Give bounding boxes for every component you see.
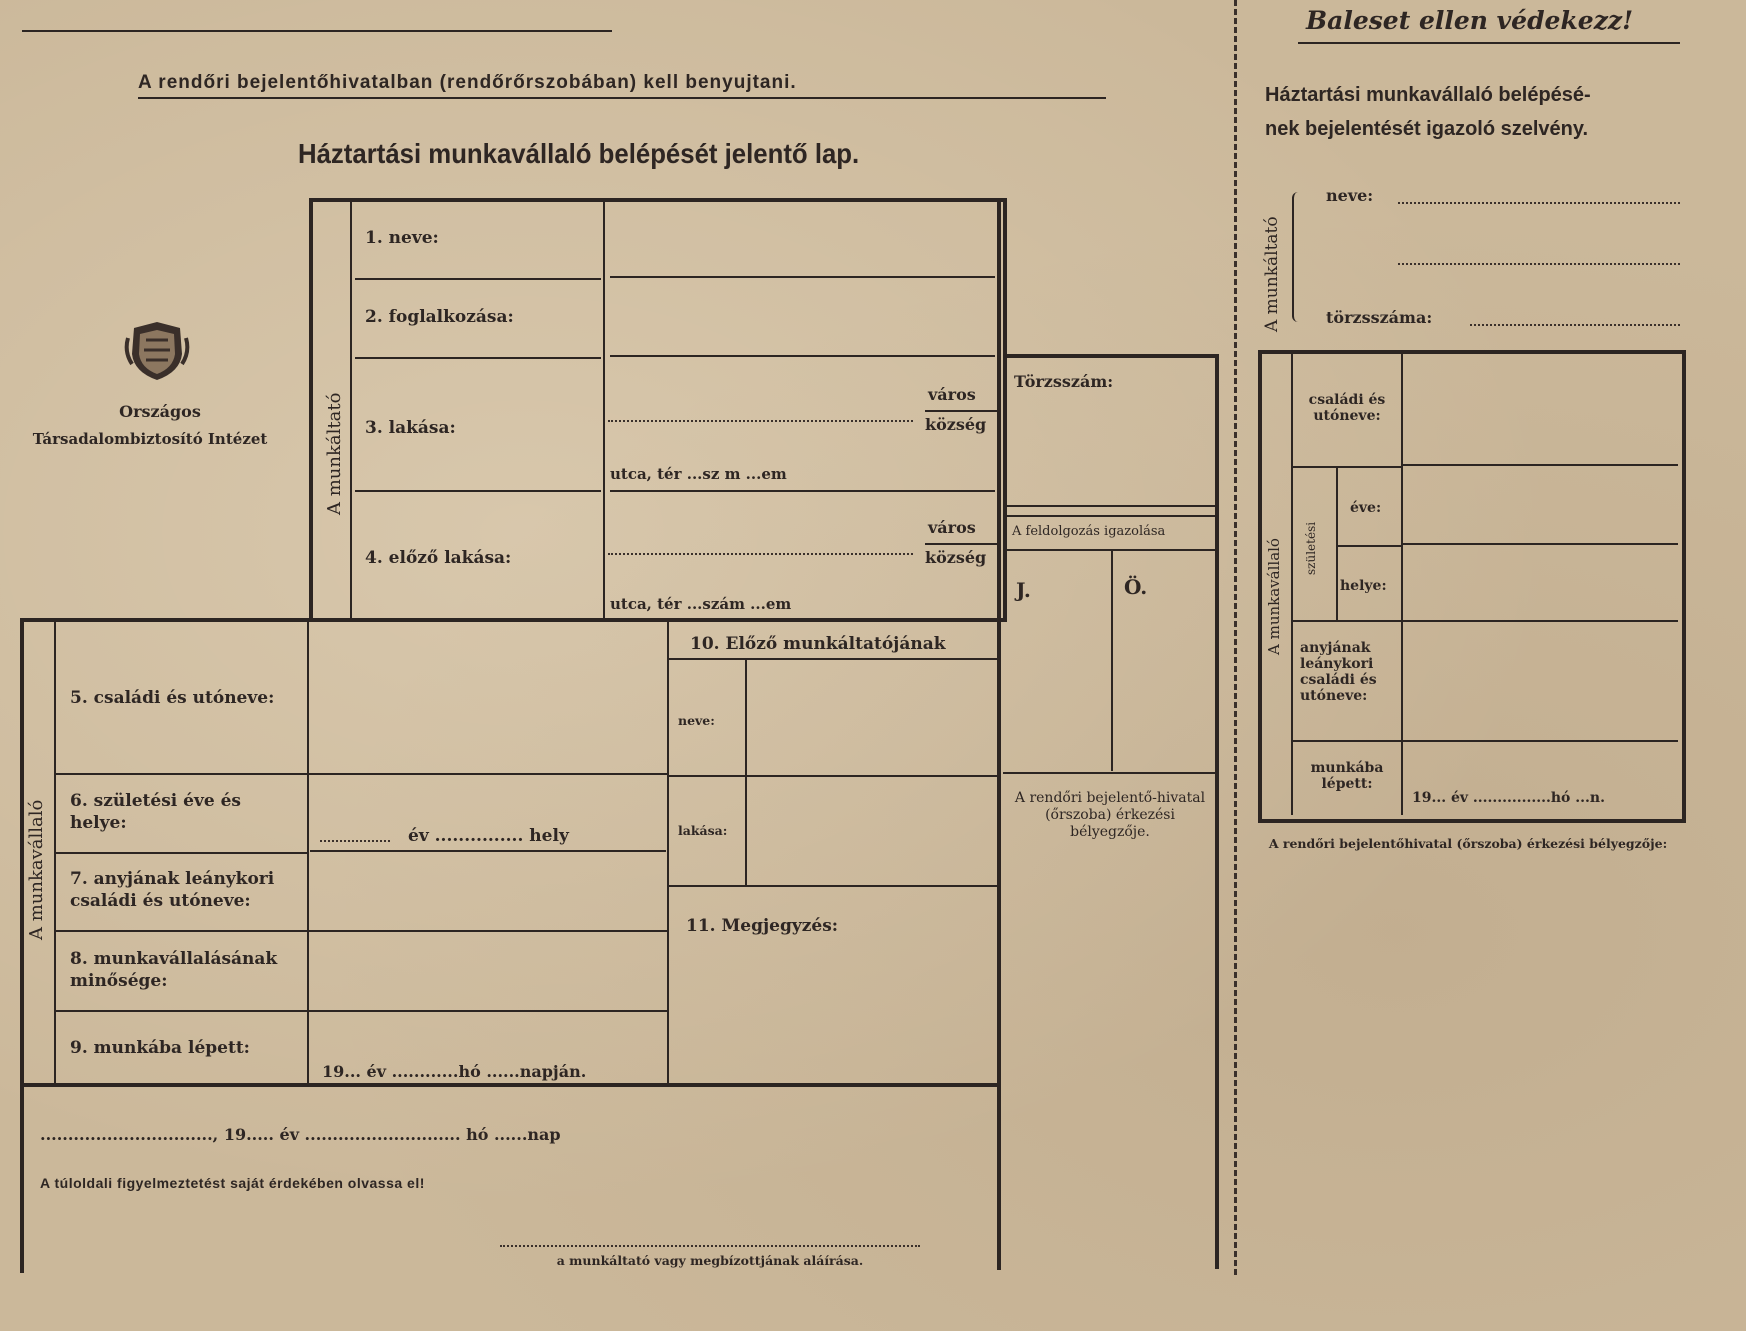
slip-employer-label: A munkáltató (1262, 216, 1282, 332)
slip-name-field-2[interactable] (1398, 263, 1680, 265)
remarks-label: 11. Megjegyzés: (686, 916, 839, 936)
prev-employer-address-field[interactable] (748, 778, 996, 884)
slip-birth-place-field[interactable] (1404, 547, 1676, 619)
registry-stamp-note: A rendőri bejelentő-hivatal (őrszoba) érkezési bélyegzője. (1014, 790, 1206, 840)
employer-name-field[interactable] (610, 276, 995, 278)
top-rule (22, 30, 612, 32)
processing-col-j: J. (1016, 578, 1031, 602)
registry-number-label: Törzsszám: (1014, 372, 1114, 391)
employer-name-label: 1. neve: (365, 228, 439, 248)
slip-birth-year-field[interactable] (1404, 468, 1676, 541)
submit-note: A rendőri bejelentőhivatalban (rendőrőrszobában) kell benyujtani. (138, 72, 797, 93)
footer-date-line: ..............................., 19..... év ............................ hó ......nap (40, 1125, 561, 1144)
slip-mother-field[interactable] (1404, 622, 1676, 738)
slip-name-field[interactable] (1398, 202, 1680, 204)
coat-of-arms-icon (122, 318, 192, 382)
slip-year-label: éve: (1350, 500, 1382, 516)
form-title: Háztartási munkavállaló belépését jelentő lap. (298, 138, 860, 169)
slip-title-line1: Háztartási munkavállaló belépésé- (1265, 84, 1591, 106)
employee-mother-field[interactable] (310, 854, 666, 930)
institution-line1: Országos (119, 402, 201, 421)
employee-family-name-label: 5. családi és utóneve: (70, 688, 275, 708)
employee-family-name-field[interactable] (310, 622, 666, 772)
remarks-field[interactable] (670, 945, 996, 1080)
employee-mother-label: 7. anyjának leánykori családi és utóneve: (70, 869, 275, 911)
employer-occupation-field[interactable] (610, 355, 995, 357)
slip-place-label: helye: (1340, 578, 1387, 594)
employer-prev-residence-field[interactable] (608, 553, 913, 555)
slip-reg-no-field[interactable] (1470, 324, 1680, 326)
employee-birth-year-field[interactable] (320, 840, 390, 842)
employer-occupation-label: 2. foglalkozása: (365, 307, 514, 327)
employee-quality-label: 8. munkavállalásának minősége: (70, 949, 278, 991)
employee-birth-label: 6. születési éve és helye: (70, 791, 241, 833)
employer-residence-label: 3. lakása: (365, 418, 456, 438)
slip-title-line2: nek bejelentését igazoló szelvény. (1265, 118, 1589, 140)
slip-motto: Baleset ellen védekezz! (1306, 6, 1634, 35)
employee-entered-label: 9. munkába lépett: (70, 1038, 250, 1058)
street-line-3: utca, tér ...sz m ...em (610, 465, 787, 483)
slip-family-name-field[interactable] (1404, 356, 1676, 462)
signature-caption: a munkáltató vagy megbízottjának aláírása. (556, 1253, 864, 1268)
submit-note-underline (138, 97, 1106, 99)
city-label-4: város (928, 518, 976, 537)
prev-employer-header: 10. Előző munkáltatójának (690, 634, 946, 654)
employer-side-label: A munkáltató (324, 392, 345, 515)
main-right-edge (997, 198, 1001, 1270)
prev-employer-address-label: lakása: (678, 823, 728, 838)
employer-prev-residence-label: 4. előző lakása: (365, 548, 512, 568)
slip-stamp-note: A rendőri bejelentőhivatal (őrszoba) érkezési bélyegzője: (1268, 836, 1668, 851)
processing-col-o: Ö. (1124, 575, 1148, 599)
slip-entered-label: munkába lépett: (1310, 760, 1384, 792)
slip-entered-line: 19... év ................hó ...n. (1412, 790, 1605, 806)
employee-quality-field[interactable] (310, 932, 666, 1010)
processing-label: A feldolgozás igazolása (1012, 524, 1166, 539)
slip-birth-label: születési (1304, 521, 1318, 575)
slip-employee-label: A munkavállaló (1265, 538, 1283, 655)
prev-employer-name-label: neve: (678, 713, 715, 728)
village-label-3: község (925, 415, 987, 434)
city-label-3: város (928, 385, 976, 404)
slip-reg-no-label: törzsszáma: (1326, 308, 1433, 327)
employee-birth-line: év ............... hely (408, 826, 569, 846)
prev-employer-name-field[interactable] (748, 662, 996, 772)
street-line-4: utca, tér ...szám ...em (610, 595, 792, 613)
village-label-4: község (925, 548, 987, 567)
employee-entered-line: 19... év ............hó ......napján. (322, 1062, 587, 1081)
employer-residence-field[interactable] (608, 420, 913, 422)
slip-name-label: neve: (1326, 186, 1374, 205)
employer-label-divider (603, 202, 605, 618)
perforation-line (1234, 0, 1237, 1275)
signature-field[interactable] (500, 1245, 920, 1247)
institution-line2: Társadalombiztosító Intézet (32, 430, 268, 448)
registry-right-edge (1215, 354, 1219, 1269)
employer-side-divider (350, 202, 352, 618)
slip-mother-label: anyjának leánykori családi és utóneve: (1300, 640, 1377, 704)
footer-notice: A túloldali figyelmeztetést saját érdekében olvassa el! (40, 1175, 425, 1191)
employee-side-label: A munkavállaló (26, 799, 47, 940)
slip-family-name-label: családi és utóneve: (1308, 392, 1386, 424)
